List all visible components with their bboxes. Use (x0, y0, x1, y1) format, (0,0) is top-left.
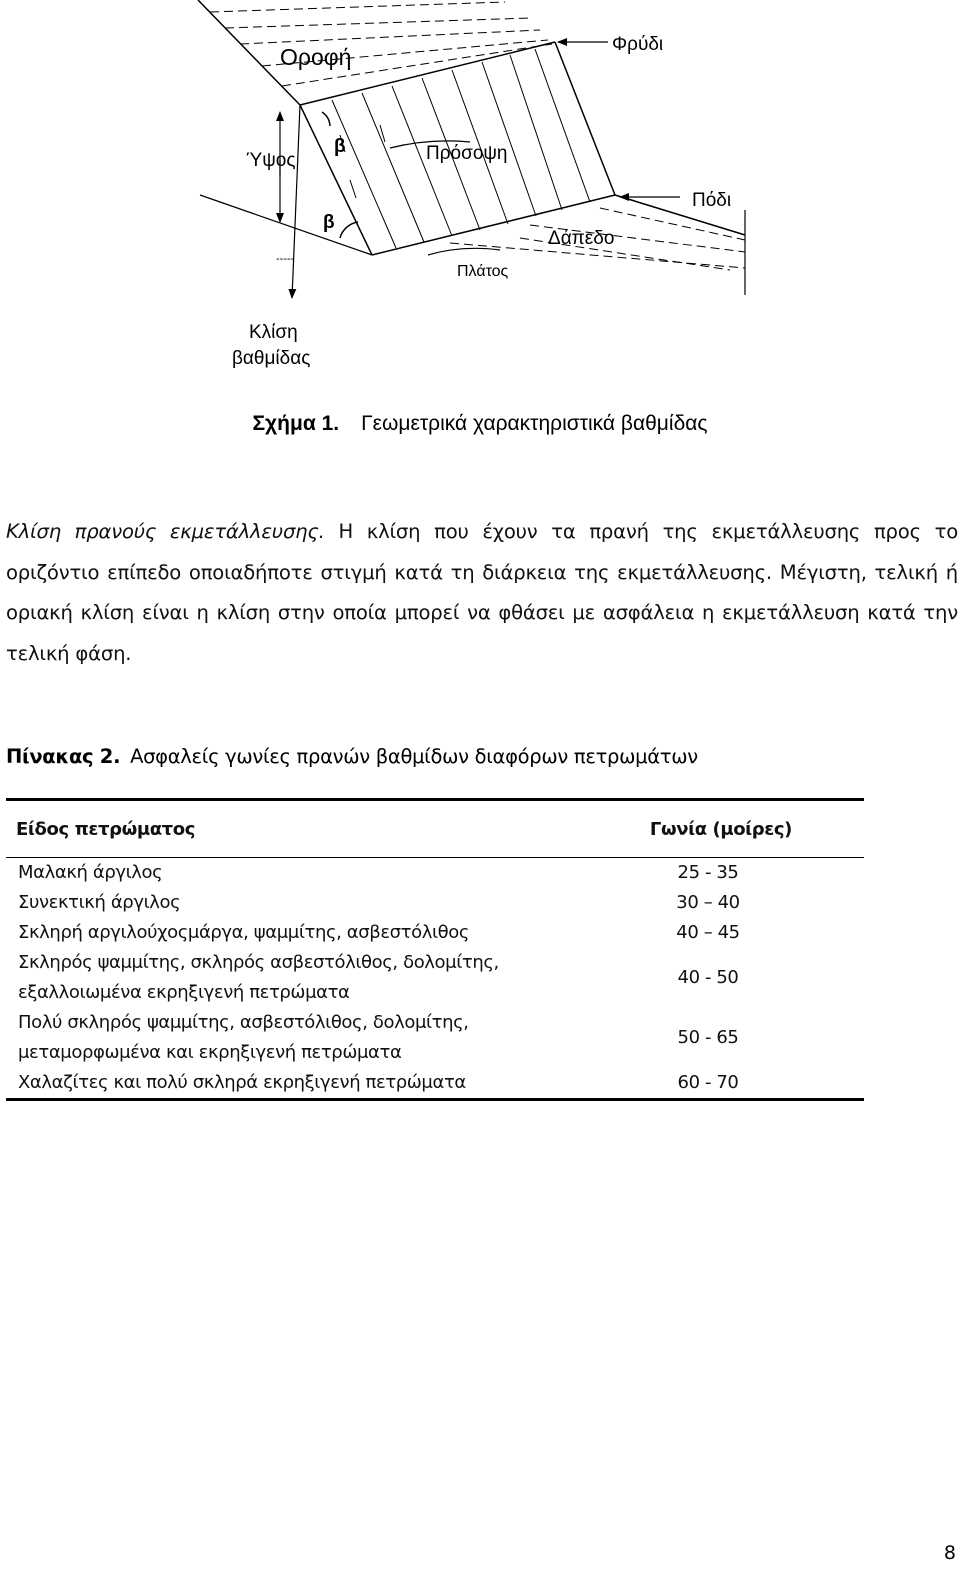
bench-geometry-figure (0, 0, 960, 390)
table-caption-text: Ασφαλείς γωνίες πρανών βαθμίδων διαφόρων πετρωμάτων (130, 745, 698, 768)
rock-angle-table (6, 798, 864, 1101)
table-row (6, 1008, 864, 1068)
angle-cell: 25 - 35 (677, 862, 739, 883)
header-rock-type: Είδος πετρώματος (6, 800, 596, 858)
figure-caption-text: Γεωμετρικά χαρακτηριστικά βαθμίδας (361, 412, 708, 435)
rock-type-cell (6, 1008, 596, 1068)
label-beta-top: β (334, 136, 346, 157)
table-caption-number: Πίνακας 2. (6, 745, 121, 768)
table-row (6, 918, 864, 948)
label-brow: Φρύδι (612, 34, 664, 55)
label-bench-slope-1: Κλίση (249, 322, 298, 343)
label-face: Πρόσοψη (426, 143, 508, 164)
table-header-row (6, 800, 864, 858)
rock-type-cell: Χαλαζίτες και πολύ σκληρά εκρηξιγενή πετρώματα (6, 1068, 596, 1100)
rock-type-line: Πολύ σκληρός ψαμμίτης, ασβεστόλιθος, δολομίτης, (18, 1012, 469, 1033)
label-width: Πλάτος (457, 263, 509, 280)
table-row (6, 858, 864, 889)
figure-caption (0, 412, 960, 436)
page-number: 8 (943, 1542, 956, 1564)
angle-cell: 40 - 50 (677, 967, 739, 988)
body-paragraph (6, 512, 958, 674)
rock-type-cell: Σκληρή αργιλούχοςμάργα, ψαμμίτης, ασβεστόλιθος (18, 922, 470, 943)
rock-type-cell: Συνεκτική άργιλος (18, 892, 181, 913)
label-roof: Οροφή (280, 44, 352, 70)
label-toe: Πόδι (692, 190, 732, 211)
paragraph-text: Η κλίση που έχουν τα πρανή της εκμετάλλευσης προς το οριζόντιο επίπεδο οποιαδήποτε στιγμή κατά τη διάρκεια της εκμετάλλευσης. Μέγιστη, τελική ή οριακή κλίση είναι η κλίση στην οποία μπορεί να φθάσει με ασφάλεια η εκμετάλλευση κατά την τελική φάση. (6, 520, 959, 665)
table-row (6, 948, 864, 1008)
rock-type-cell (6, 948, 596, 1008)
rock-type-line: εξαλλοιωμένα εκρηξιγενή πετρώματα (18, 982, 350, 1003)
label-dashes: ----- (276, 253, 295, 265)
angle-cell: 40 – 45 (676, 922, 740, 943)
label-bench-slope-2: βαθμίδας (232, 348, 311, 369)
roof-surface (198, 0, 555, 105)
rock-type-line: μεταμορφωμένα και εκρηξιγενή πετρώματα (18, 1042, 402, 1063)
angle-cell: 50 - 65 (677, 1027, 739, 1048)
paragraph-lead: Κλίση πρανούς εκμετάλλευσης. (6, 520, 325, 543)
label-beta-bottom: β (323, 212, 335, 233)
table-row (6, 888, 864, 918)
label-height: Ύψος (246, 150, 296, 171)
angle-cell: 30 – 40 (676, 892, 740, 913)
rock-type-cell: Μαλακή άργιλος (18, 862, 163, 883)
header-angle: Γωνία (μοίρες) (596, 800, 864, 858)
rock-type-line: Σκληρός ψαμμίτης, σκληρός ασβεστόλιθος, δολομίτης, (18, 952, 499, 973)
table-row (6, 1068, 864, 1100)
label-floor: Δάπεδο (548, 228, 615, 249)
figure-caption-number: Σχήμα 1. (252, 412, 340, 435)
table-caption (6, 745, 698, 768)
angle-cell: 60 - 70 (596, 1068, 864, 1100)
